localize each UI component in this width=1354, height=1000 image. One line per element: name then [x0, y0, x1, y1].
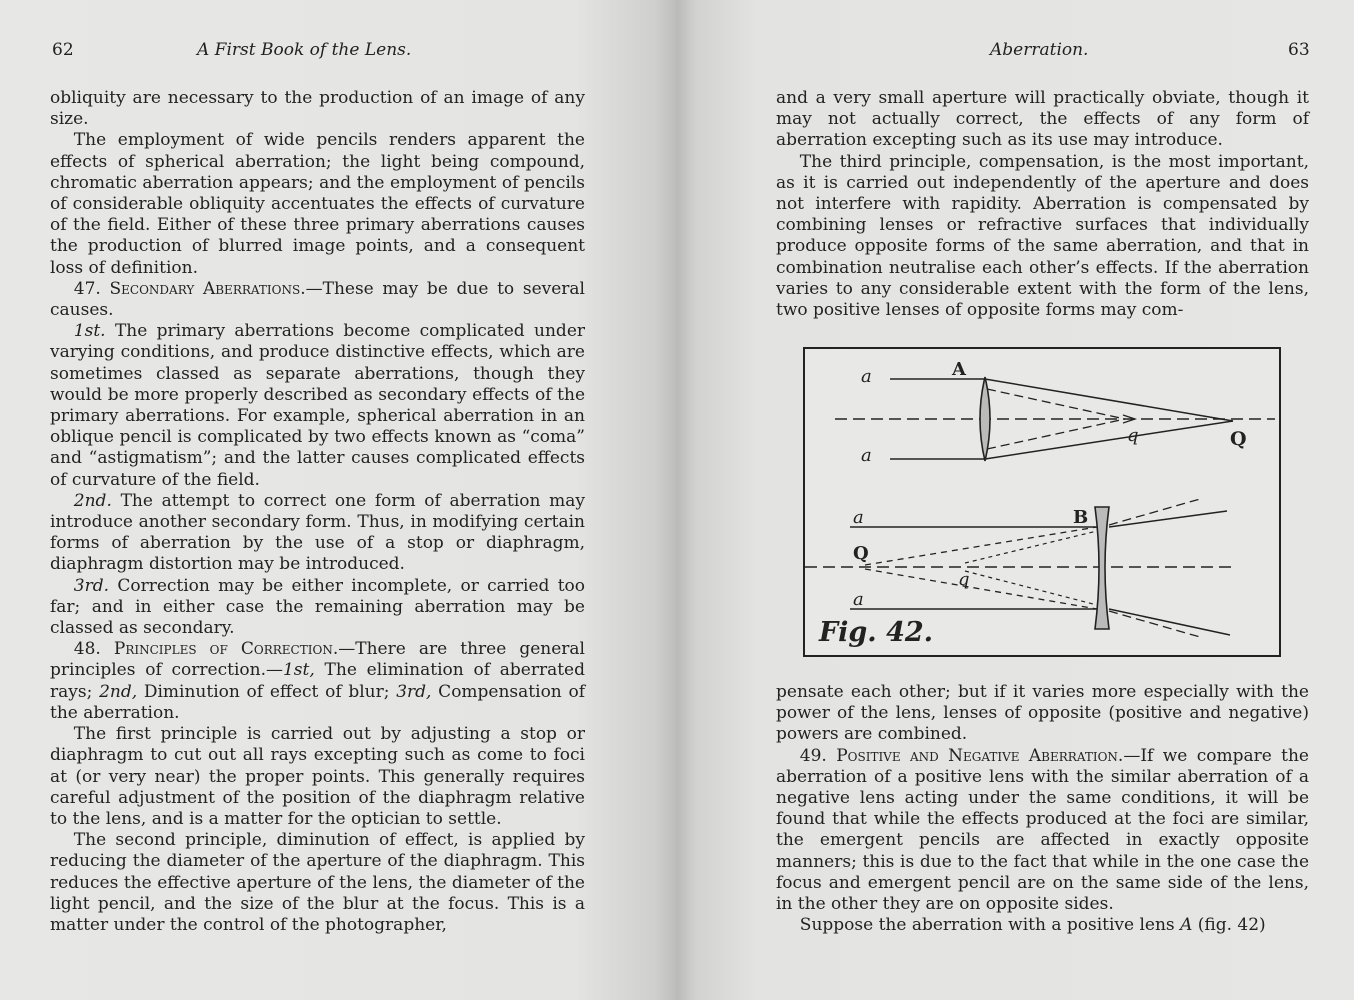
- ray-label-a: a: [853, 589, 864, 610]
- right-text-block-bottom: [776, 682, 1309, 936]
- ray-label-a: a: [861, 366, 872, 387]
- running-title: Aberration.: [990, 40, 1089, 60]
- paragraph: pensate each other; but if it varies more especially with the power of the lens, lenses of opposite (positive and negative) powers are combined.: [776, 682, 1309, 745]
- paragraph: and a very small aperture will practically obviate, though it may not actually correct, the effects of any form of aberration excepting such as its use may introduce.: [776, 88, 1309, 151]
- lens-label-B: B: [1073, 507, 1089, 528]
- running-title: A First Book of the Lens.: [197, 40, 412, 60]
- ray-label-a: a: [861, 445, 872, 466]
- negative-lens-B: [1095, 507, 1109, 629]
- section-heading: 49. Positive and Negative Aberration.—: [799, 745, 1141, 766]
- paragraph: 1st. The primary aberrations become complicated under varying conditions, and produce distinctive effects, which are sometimes classed as separate aberrations, though they would be more properly described as secondary effects of the primary aberrations. For example, spherical aberration in an oblique pencil is complicated by two effects known as “coma” and “astigmatism”; and the latter causes complicated effects of curvature of the field.: [50, 321, 586, 490]
- item-label: 3rd.: [73, 575, 110, 596]
- page-number: 62: [52, 40, 74, 60]
- paragraph: The employment of wide pencils renders apparent the effects of spherical aberration; the light being compound, chromatic aberration appears; and the employment of pencils of considerable obliquity accentuates the effects of curvature of the field. Either of these three primary aberrations causes the production of blurred image points, and a consequent loss of definition.: [50, 130, 585, 278]
- page-number: 63: [1288, 40, 1310, 60]
- paragraph: 47. Secondary Aberrations.—These may be due to several causes.: [50, 278, 585, 321]
- left-page: [0, 0, 676, 1000]
- ray-label-a: a: [853, 507, 864, 528]
- focus-label-q: q: [958, 569, 970, 590]
- paragraph: 48. Principles of Correction.—There are three general principles of correction.—1st, The elimination of aberrated rays; 2nd, Diminution of effect of blur; 3rd, Compensation of the aberration.: [50, 639, 586, 723]
- focus-label-Q: Q: [1230, 428, 1247, 450]
- paragraph: 3rd. Correction may be either incomplete, or carried too far; and in either case the remaining aberration may be classed as secondary.: [50, 575, 586, 639]
- lens-diagram: [805, 349, 1283, 659]
- paragraph: Suppose the aberration with a positive lens A (fig. 42): [799, 915, 1266, 936]
- paragraph: 2nd. The attempt to correct one form of aberration may introduce another secondary form. Thus, in modifying certain forms of aberration by the use of a stop or diaphragm, diaphragm distortion may be introduced.: [50, 490, 585, 575]
- item-label: 1st.: [73, 321, 106, 342]
- figure-42: [803, 347, 1281, 657]
- right-text-block-top: [776, 88, 1309, 321]
- item-label: 2nd.: [73, 490, 112, 511]
- section-heading: 48. Principles of Correction.—: [73, 639, 356, 660]
- paragraph: 49. Positive and Negative Aberration.—If we compare the aberration of a positive lens with the similar aberration of a negative lens acting under the same conditions, it will be found that while the effects produced at the foci are similar, the emergent pencils are affected in exactly opposite manners; this is due to the fact that while in the one case the focus and emergent pencil are on the same side of the lens, in the other they are on opposite sides.: [776, 745, 1309, 915]
- focus-label-Q: Q: [853, 543, 869, 564]
- section-heading: 47. Secondary Aberrations.—: [73, 278, 323, 299]
- focus-label-q: q: [1127, 425, 1139, 446]
- paragraph: The second principle, diminution of effect, is applied by reducing the diameter of the aperture of the diaphragm. This reduces the effective aperture of the lens, the diameter of the light pencil, and the size of the blur at the focus. This is a matter under the control of the photographer,: [50, 830, 585, 935]
- lens-label-A: A: [952, 359, 966, 380]
- paragraph: The first principle is carried out by adjusting a stop or diaphragm to cut out all rays excepting such as come to foci at (or very near) the proper points. This generally requires careful adjustment of the position of the diaphragm relative to the lens, and is a matter for the optician to settle.: [50, 724, 585, 829]
- left-text-block: [50, 88, 585, 936]
- paragraph: obliquity are necessary to the production of an image of any size.: [50, 88, 585, 130]
- paragraph: The third principle, compensation, is the most important, as it is carried out independently of the aperture and does not interfere with rapidity. Aberration is compensated by combining lenses or refractive surfaces that individually produce opposite forms of the same aberration, and that in combination neutralise each other’s effects. If the aberration varies to any considerable extent with the form of the lens, two positive lenses of opposite forms may com-: [776, 151, 1309, 321]
- figure-caption: Fig. 42.: [819, 617, 934, 648]
